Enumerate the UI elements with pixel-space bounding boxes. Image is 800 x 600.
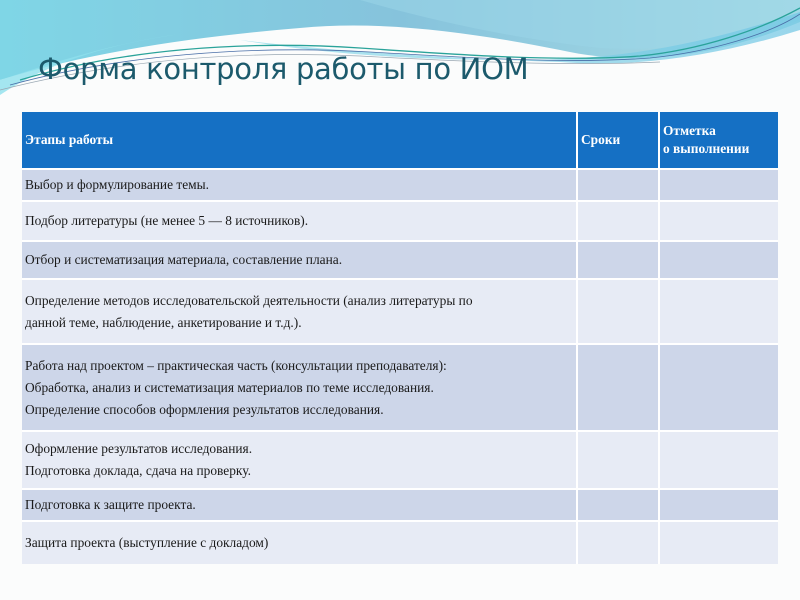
slide-title: Форма контроля работы по ИОМ bbox=[38, 52, 529, 86]
deadline-cell[interactable] bbox=[578, 522, 660, 564]
stage-text: Отбор и систематизация материала, составление плана. bbox=[25, 252, 343, 267]
stage-text: Выбор и формулирование темы. bbox=[25, 177, 210, 192]
stage-cell bbox=[22, 170, 578, 202]
stage-text: Обработка, анализ и систематизация материалов по теме исследования. bbox=[25, 379, 434, 395]
table-header-row bbox=[22, 112, 778, 170]
stage-cell bbox=[22, 242, 578, 280]
stage-cell bbox=[22, 280, 578, 345]
stage-text: Работа над проектом – практическая часть (консультации преподавателя): bbox=[25, 357, 447, 373]
table-row bbox=[22, 345, 778, 432]
table-row bbox=[22, 170, 778, 202]
stage-text: Оформление результатов исследования. bbox=[25, 441, 253, 456]
table-row bbox=[22, 432, 778, 490]
deadline-cell[interactable] bbox=[578, 280, 660, 345]
control-form-table-container bbox=[22, 112, 778, 564]
table-row bbox=[22, 490, 778, 522]
table-row bbox=[22, 202, 778, 242]
table-row bbox=[22, 280, 778, 345]
table-row bbox=[22, 522, 778, 564]
stage-cell bbox=[22, 522, 578, 564]
table-row bbox=[22, 242, 778, 280]
mark-cell[interactable] bbox=[660, 202, 778, 242]
deadline-cell[interactable] bbox=[578, 345, 660, 432]
stage-text: Подготовка доклада, сдача на проверку. bbox=[25, 463, 251, 478]
deadline-cell[interactable] bbox=[578, 170, 660, 202]
deadline-cell[interactable] bbox=[578, 242, 660, 280]
header-mark-line2: о выполнении bbox=[663, 141, 750, 156]
stage-cell bbox=[22, 202, 578, 242]
mark-cell[interactable] bbox=[660, 490, 778, 522]
header-stages: Этапы работы bbox=[22, 112, 578, 170]
mark-cell[interactable] bbox=[660, 170, 778, 202]
header-deadlines: Сроки bbox=[578, 112, 660, 170]
deadline-cell[interactable] bbox=[578, 490, 660, 522]
deadline-cell[interactable] bbox=[578, 202, 660, 242]
stage-text: Подбор литературы (не менее 5 — 8 источников). bbox=[25, 213, 309, 228]
header-mark-line1: Отметка bbox=[663, 123, 716, 138]
mark-cell[interactable] bbox=[660, 345, 778, 432]
deadline-cell[interactable] bbox=[578, 432, 660, 490]
stage-text: Определение способов оформления результатов исследования. bbox=[25, 401, 384, 417]
stage-text: Защита проекта (выступление с докладом) bbox=[25, 535, 269, 550]
header-completion-mark bbox=[660, 112, 778, 170]
stage-cell bbox=[22, 432, 578, 490]
control-form-table bbox=[22, 112, 778, 564]
mark-cell[interactable] bbox=[660, 432, 778, 490]
stage-text: Определение методов исследовательской деятельности (анализ литературы по bbox=[25, 292, 473, 308]
stage-text: Подготовка к защите проекта. bbox=[25, 497, 196, 512]
mark-cell[interactable] bbox=[660, 280, 778, 345]
stage-cell bbox=[22, 345, 578, 432]
stage-text: данной теме, наблюдение, анкетирование и т.д.). bbox=[25, 314, 302, 330]
stage-cell bbox=[22, 490, 578, 522]
mark-cell[interactable] bbox=[660, 522, 778, 564]
mark-cell[interactable] bbox=[660, 242, 778, 280]
